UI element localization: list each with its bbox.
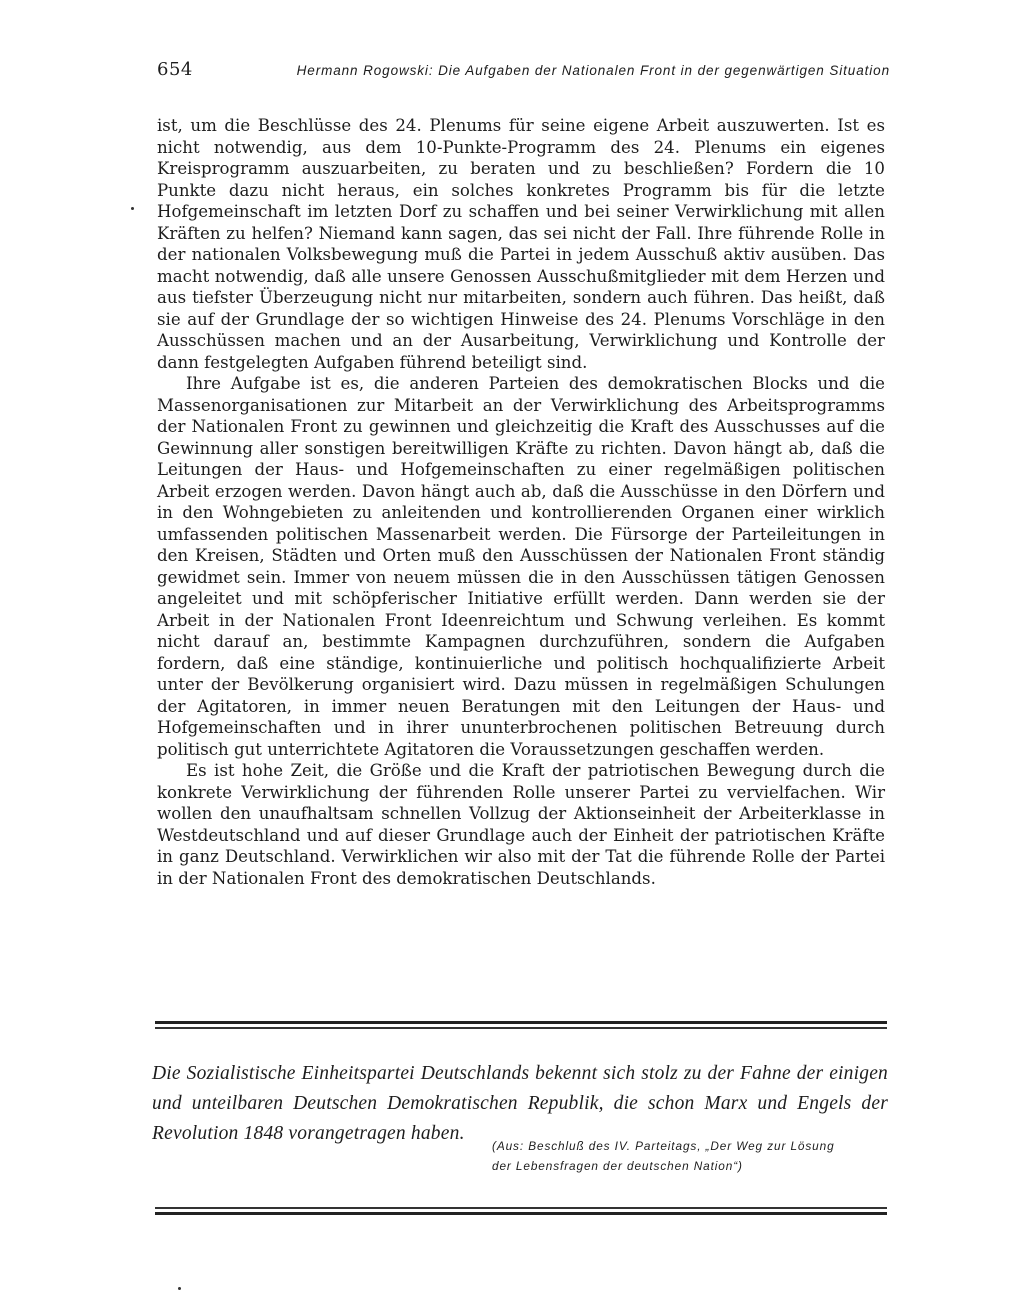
quotation-source (492, 1136, 892, 1176)
top-double-rule (155, 1021, 887, 1029)
page-header (157, 59, 890, 85)
rule-thick-line (155, 1021, 887, 1024)
paragraph-3: Es ist hohe Zeit, die Größe und die Kraft der patriotischen Bewegung durch die konkrete Verwirklichung der führenden Rolle unserer Partei zu vervielfachen. Wir wollen den unaufhaltsam schnellen Vollzug der Aktionseinheit der Arbeiterklasse in Westdeutschland und auf dieser Grundlage auch der Einheit der patriotischen Kräfte in ganz Deutschland. Verwirklichen wir also mit der Tat die führende Rolle der Partei in der Nationalen Front des demokratischen Deutschlands. (157, 761, 885, 888)
rule-thin-line (155, 1027, 887, 1029)
paragraph-2: Ihre Aufgabe ist es, die anderen Parteien des demokratischen Blocks und die Massenorganisationen zur Mitarbeit an der Verwirklichung des Arbeitsprogramms der Nationalen Front zu gewinnen und gleichzeitig die Kraft des Ausschusses auf die Gewinnung aller sonstigen bereitwilligen Kräfte zu richten. Davon hängt ab, daß die Leitungen der Haus- und Hofgemeinschaften zu einer regelmäßigen politischen Arbeit erzogen werden. Davon hängt auch ab, daß die Ausschüsse in den Dörfern und in den Wohngebieten zu anleitenden und kontrollierenden Organen einer wirklich umfassenden politischen Massenarbeit werden. Die Fürsorge der Parteileitungen in den Kreisen, Städten und Orten muß den Ausschüssen der Nationalen Front ständig gewidmet sein. Immer von neuem müssen die in den Ausschüssen tätigen Genossen angeleitet und mit schöpferischer Initiative erfüllt werden. Dann werden sie der Arbeit in der Nationalen Front Ideenreichtum und Schwung verleihen. Es kommt nicht darauf an, bestimmte Kampagnen durchzuführen, sondern die Aufgaben fordern, daß eine ständige, kontinuierliche und politisch hochqualifizierte Arbeit unter der Bevölkerung organisiert wird. Dazu müssen in regelmäßigen Schulungen der Agitatoren, in immer neuen Beratungen mit den Leitungen der Haus- und Hofgemeinschaften und in ihrer ununterbrochenen politischen Betreuung durch politisch gut unterrichtete Agitatoren die Voraussetzungen geschaffen werden. (157, 374, 885, 759)
running-title: Hermann Rogowski: Die Aufgaben der Nationalen Front in der gegenwärtigen Situation (296, 63, 890, 78)
bottom-double-rule (155, 1207, 887, 1215)
print-speck (178, 1287, 181, 1290)
rule-thin-line (155, 1207, 887, 1209)
article-body (157, 115, 885, 889)
source-line-1: (Aus: Beschluß des IV. Parteitags, „Der Weg zur Lösung (492, 1139, 835, 1153)
page-number: 654 (157, 59, 193, 80)
quotation-box-text: Die Sozialistische Einheitspartei Deutschlands bekennt sich stolz zu der Fahne der einigen und unteilbaren Deutschen Demokratischen Republik, die schon Marx und Engels der Revolution 1848 vorangetragen haben. (152, 1063, 888, 1144)
source-line-2: der Lebensfragen der deutschen Nation“) (492, 1159, 743, 1173)
paragraph-1: ist, um die Beschlüsse des 24. Plenums für seine eigene Arbeit auszuwerten. Ist es nicht notwendig, aus dem 10-Punkte-Programm des 24. Plenums ein eigenes Kreisprogramm auszuarbeiten, zu beraten und zu beschließen? Fordern die 10 Punkte dazu nicht heraus, ein solches konkretes Programm bis für die letzte Hofgemeinschaft im letzten Dorf zu schaffen und bei seiner Verwirklichung mit allen Kräften zu helfen? Niemand kann sagen, das sei nicht der Fall. Ihre führende Rolle in der nationalen Volksbewegung muß die Partei in jedem Ausschuß aktiv ausüben. Das macht notwendig, daß alle unsere Genossen Ausschußmitglieder mit dem Herzen und aus tiefster Überzeugung nicht nur mitarbeiten, sondern auch führen. Das heißt, daß sie auf der Grundlage der so wichtigen Hinweise des 24. Plenums Vorschläge in den Ausschüssen machen und an der Ausarbeitung, Verwirklichung und Kontrolle der dann festgelegten Aufgaben führend beteiligt sind. (157, 116, 885, 372)
print-speck (131, 207, 134, 210)
rule-thick-line (155, 1212, 887, 1215)
